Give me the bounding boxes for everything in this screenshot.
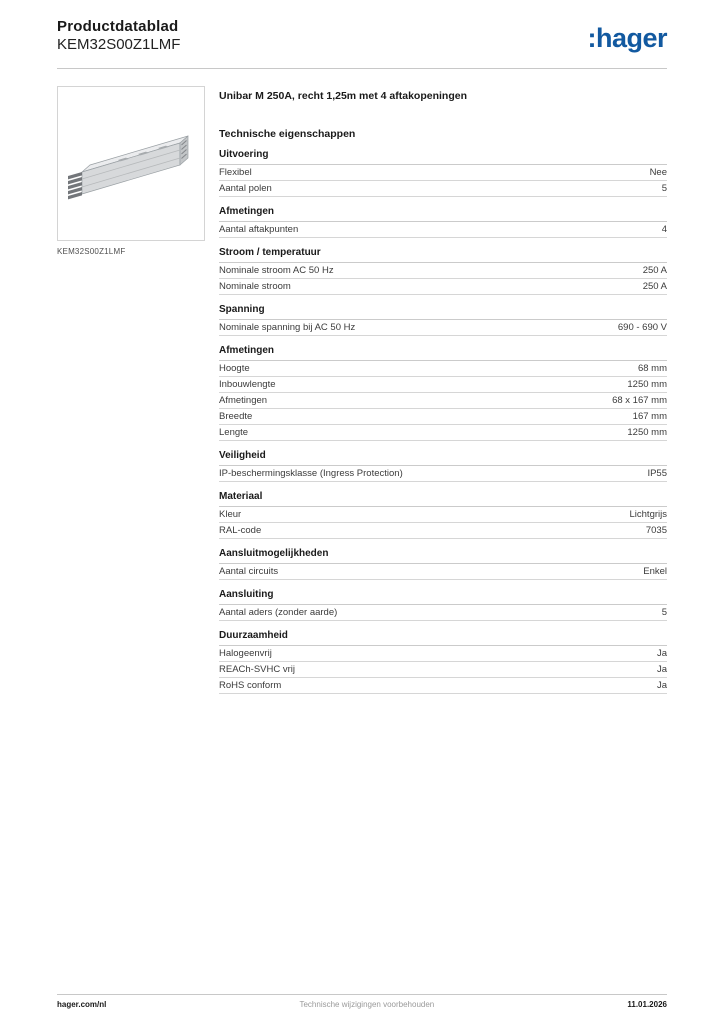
spec-value: 690 - 690 V: [617, 322, 667, 333]
spec-label: Breedte: [219, 411, 253, 422]
spec-row: [219, 279, 667, 295]
spec-value: Ja: [656, 648, 667, 659]
spec-label: Nominale stroom: [219, 281, 291, 292]
spec-label: Inbouwlengte: [219, 379, 276, 390]
spec-value: Enkel: [643, 566, 667, 577]
spec-label: REACh-SVHC vrij: [219, 664, 296, 675]
specifications-column: [219, 86, 667, 694]
spec-value: 167 mm: [632, 411, 667, 422]
spec-label: Aantal aftakpunten: [219, 224, 299, 235]
spec-value: 250 A: [642, 265, 667, 276]
section-title: Afmetingen: [219, 345, 667, 361]
section-title: Aansluiting: [219, 589, 667, 605]
product-image-frame: [57, 86, 205, 241]
footer-date: 11.01.2026: [627, 1000, 667, 1009]
spec-row: [219, 507, 667, 523]
hager-logo: :hager: [587, 23, 667, 53]
spec-section-duurzaamheid: [219, 630, 667, 694]
spec-value: Nee: [649, 167, 667, 178]
spec-section-spanning: [219, 304, 667, 336]
spec-value: 5: [661, 607, 667, 618]
main-content: [0, 69, 724, 694]
spec-value: 1250 mm: [627, 427, 667, 438]
spec-value: 68 mm: [637, 363, 667, 374]
spec-row: [219, 425, 667, 441]
spec-value: Ja: [656, 664, 667, 675]
spec-row: [219, 523, 667, 539]
spec-value: Lichtgrijs: [629, 509, 667, 520]
spec-section-aansluitmogelijkheden: [219, 548, 667, 580]
spec-value: 7035: [645, 525, 667, 536]
spec-row: [219, 646, 667, 662]
header-titles: [57, 18, 180, 53]
product-code-title: KEM32S00Z1LMF: [57, 36, 181, 53]
spec-label: Nominale spanning bij AC 50 Hz: [219, 322, 356, 333]
product-title: Unibar M 250A, recht 1,25m met 4 aftakopeningen: [219, 90, 467, 102]
technical-properties-heading: Technische eigenschappen: [219, 128, 356, 140]
spec-label: Hoogte: [219, 363, 250, 374]
spec-row: [219, 393, 667, 409]
spec-row: [219, 377, 667, 393]
spec-value: 4: [661, 224, 667, 235]
spec-label: Kleur: [219, 509, 242, 520]
spec-value: IP55: [647, 468, 667, 479]
spec-section-afmetingen-2: [219, 345, 667, 441]
spec-section-veiligheid: [219, 450, 667, 482]
spec-value: 250 A: [642, 281, 667, 292]
footer-website-link[interactable]: hager.com/nl: [57, 1000, 107, 1009]
spec-row: [219, 409, 667, 425]
spec-label: Flexibel: [219, 167, 252, 178]
spec-section-afmetingen-1: [219, 206, 667, 238]
spec-value: 5: [661, 183, 667, 194]
spec-value: 1250 mm: [627, 379, 667, 390]
section-title: Aansluitmogelijkheden: [219, 548, 667, 564]
spec-row: [219, 222, 667, 238]
spec-row: [219, 662, 667, 678]
spec-label: IP-beschermingsklasse (Ingress Protection): [219, 468, 403, 479]
spec-value: 68 x 167 mm: [612, 395, 667, 406]
spec-section-stroom-temperatuur: [219, 247, 667, 295]
spec-label: Nominale stroom AC 50 Hz: [219, 265, 334, 276]
section-title: Stroom / temperatuur: [219, 247, 667, 263]
spec-row: [219, 605, 667, 621]
spec-label: Aantal polen: [219, 183, 272, 194]
page-header: [0, 0, 724, 53]
spec-row: [219, 263, 667, 279]
spec-row: [219, 678, 667, 694]
section-title: Uitvoering: [219, 149, 667, 165]
footer-disclaimer: Technische wijzigingen voorbehouden: [299, 1000, 435, 1009]
spec-section-materiaal: [219, 491, 667, 539]
spec-section-uitvoering: [219, 149, 667, 197]
spec-row: [219, 320, 667, 336]
product-image-column: [57, 86, 205, 256]
spec-row: [219, 466, 667, 482]
product-image-caption: KEM32S00Z1LMF: [57, 247, 126, 256]
spec-label: Afmetingen: [219, 395, 268, 406]
busbar-conductor-fins: [68, 172, 82, 199]
busbar-illustration-icon: [58, 87, 204, 240]
spec-value: Ja: [656, 680, 667, 691]
spec-label: Aantal circuits: [219, 566, 279, 577]
spec-section-aansluiting: [219, 589, 667, 621]
section-title: Afmetingen: [219, 206, 667, 222]
busbar-body: [68, 136, 188, 199]
document-type-title: Productdatablad: [57, 18, 179, 35]
spec-label: Lengte: [219, 427, 249, 438]
section-title: Duurzaamheid: [219, 630, 667, 646]
spec-label: Aantal aders (zonder aarde): [219, 607, 338, 618]
spec-row: [219, 165, 667, 181]
spec-row: [219, 564, 667, 580]
spec-label: Halogeenvrij: [219, 648, 272, 659]
spec-label: RoHS conform: [219, 680, 282, 691]
page-footer: [57, 994, 667, 1009]
spec-row: [219, 181, 667, 197]
section-title: Spanning: [219, 304, 667, 320]
spec-row: [219, 361, 667, 377]
section-title: Veiligheid: [219, 450, 667, 466]
section-title: Materiaal: [219, 491, 667, 507]
spec-label: RAL-code: [219, 525, 262, 536]
